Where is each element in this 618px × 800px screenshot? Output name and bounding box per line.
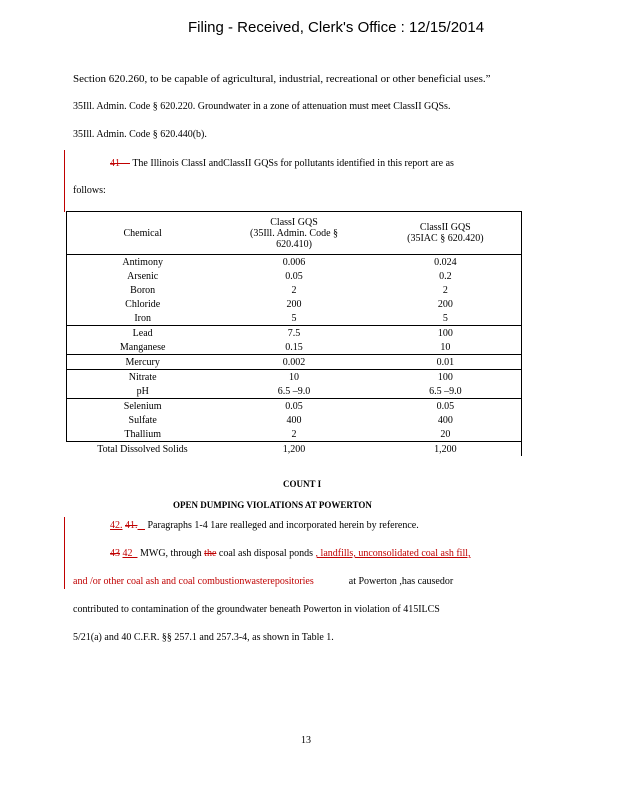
paragraph-43-line-1 — [110, 548, 471, 559]
chemical-cell: Antimony — [67, 255, 219, 270]
class2-gqs-cell: 1,200 — [370, 442, 522, 457]
class2-gqs-cell: 5 — [370, 311, 522, 326]
inserted-number: 42. — [110, 520, 123, 531]
header-class2: ClassII GQS (35IAC § 620.420) — [370, 212, 522, 255]
class1-gqs-cell: 10 — [289, 371, 300, 383]
table-row — [67, 399, 522, 414]
class2-gqs-cell: 0.2 — [370, 269, 522, 283]
class2-gqs-cell: 2 — [370, 283, 522, 297]
class2-gqs-cell: 0.024 — [370, 255, 522, 270]
table-row — [67, 311, 522, 326]
chemical-cell: Manganese — [67, 340, 219, 355]
page-number: 13 — [301, 735, 311, 746]
class1-gqs-cell: 0.15 — [218, 340, 369, 355]
filing-stamp: Filing - Received, Clerk's Office : 12/15/2014 — [188, 19, 485, 36]
chemical-cell: Lead — [67, 326, 219, 341]
table-row — [67, 269, 522, 283]
paragraph-43-line-3: contributed to contamination of the groundwater beneath Powerton in violation of 415ILCS — [73, 604, 440, 615]
paragraph-42-text: Paragraphs 1-4 1are realleged and incorporated herein by reference. — [147, 520, 419, 531]
chemical-cell: Boron — [67, 283, 219, 297]
table-row — [67, 326, 522, 341]
paragraph-41-text: The Illinois ClassI andClassII GQSs for pollutants identified in this report are as — [132, 158, 454, 169]
class1-gqs-cell: 1,200 — [282, 443, 306, 455]
inserted-tab — [133, 548, 138, 559]
gqs-table — [66, 211, 522, 456]
class2-gqs-cell: 20 — [370, 427, 522, 442]
inserted-tab — [138, 520, 146, 531]
table-row — [67, 340, 522, 355]
paragraph-41-cont: follows: — [73, 185, 106, 196]
chemical-cell: Arsenic — [67, 269, 219, 283]
class1-gqs-cell: 5 — [218, 311, 369, 326]
class1-gqs-cell: 400 — [286, 414, 302, 426]
count-subtitle: OPEN DUMPING VIOLATIONS AT POWERTON — [173, 500, 372, 510]
chemical-cell: Iron — [67, 311, 219, 326]
paragraph-43-line-4: 5/21(a) and 40 C.F.R. §§ 257.1 and 257.3-4, as shown in Table 1. — [73, 632, 334, 643]
revision-margin-bar-2 — [64, 517, 65, 589]
chemical-cell: Total Dissolved Solids — [97, 443, 188, 455]
class2-gqs-cell: 0.01 — [370, 355, 522, 370]
paragraph-41 — [110, 158, 454, 169]
table-row — [67, 297, 522, 311]
chemical-cell: Mercury — [67, 355, 219, 370]
inserted-number: 42 — [122, 548, 133, 559]
class1-gqs-cell: 2 — [218, 427, 369, 442]
class2-gqs-cell: 0.05 — [370, 399, 522, 414]
class1-gqs-cell: 7.5 — [287, 327, 301, 339]
chemical-cell: pH — [67, 384, 219, 399]
chemical-cell: Nitrate — [67, 370, 219, 385]
para43-lead: MWG, through — [140, 548, 202, 559]
table-row — [67, 413, 522, 427]
chemical-cell: Sulfate — [67, 413, 219, 427]
para43-tail: at Powerton ,has causedor — [348, 576, 454, 587]
class2-gqs-cell: 100 — [370, 370, 522, 385]
paragraph-43-line-2 — [73, 576, 453, 587]
class2-gqs-cell: 200 — [370, 297, 522, 311]
table-row — [67, 370, 522, 385]
class1-gqs-cell: 0.05 — [285, 400, 303, 412]
table-row — [67, 355, 522, 370]
class1-gqs-cell: 2 — [291, 284, 297, 296]
chemical-cell: Selenium — [67, 399, 219, 414]
class1-gqs-cell: 6.5 –9.0 — [218, 384, 369, 399]
class1-gqs-cell: 200 — [286, 298, 302, 310]
class2-gqs-cell: 10 — [370, 340, 522, 355]
paragraph-42 — [110, 520, 419, 531]
gqs-table-body — [67, 255, 522, 457]
table-row — [67, 255, 522, 270]
revision-margin-bar — [64, 150, 65, 212]
class2-gqs-cell: 400 — [370, 413, 522, 427]
intro-line-1: Section 620.260, to be capable of agricultural, industrial, recreational or other beneficial uses.” — [73, 73, 491, 85]
chemical-cell: Thallium — [67, 427, 219, 442]
para43-mid: coal ash disposal ponds — [218, 548, 314, 559]
class2-gqs-cell: 6.5 –9.0 — [370, 384, 522, 399]
table-row — [67, 427, 522, 442]
intro-line-3: 35Ill. Admin. Code § 620.440(b). — [73, 129, 207, 140]
table-row — [67, 384, 522, 399]
intro-line-2: 35Ill. Admin. Code § 620.220. Groundwater in a zone of attenuation must meet ClassII GQSs. — [73, 101, 451, 112]
class1-gqs-cell: 0.006 — [282, 256, 306, 268]
header-chemical: Chemical — [67, 212, 219, 255]
deleted-number: 41 — [110, 158, 120, 169]
class1-gqs-cell: 0.002 — [218, 355, 369, 370]
chemical-cell: Chloride — [67, 297, 219, 311]
header-class1: ClassI GQS (35Ill. Admin. Code § 620.410) — [218, 212, 369, 255]
inserted-text-2: and /or other coal ash and coal combustionwasterepositories — [73, 576, 314, 587]
table-row — [67, 442, 522, 457]
table-row — [67, 283, 522, 297]
inserted-text-1: , landfills, unconsolidated coal ash fill, — [315, 548, 471, 559]
deleted-word: the — [204, 548, 217, 559]
class2-gqs-cell: 100 — [370, 326, 522, 341]
deleted-tab — [120, 158, 130, 169]
count-title: COUNT I — [283, 479, 322, 489]
class1-gqs-cell: 0.05 — [285, 270, 303, 282]
deleted-number: 43 — [110, 548, 120, 559]
deleted-number: 41. — [125, 520, 138, 531]
